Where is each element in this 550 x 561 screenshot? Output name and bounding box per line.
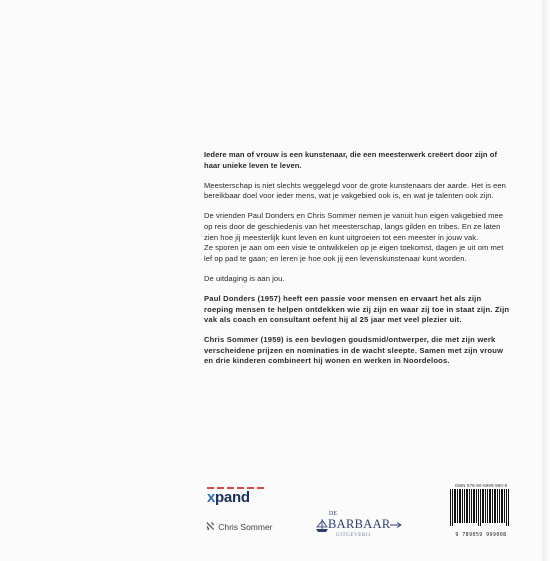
isbn-label: ISBN 978-90-5999-990-8 <box>454 483 508 488</box>
author-bio-donders: Paul Donders (1957) heeft een passie voor mensen en ervaart het als zijn roeping mensen te helpen ontdekken wie zij zijn en waar zij toe in staat zijn. Zijn vak als coach en consultant oefent hij al 25 jaar met veel plezier uit. <box>204 293 510 325</box>
xpand-logo-rest: pand <box>215 489 250 506</box>
isbn-barcode <box>447 483 515 537</box>
author-bio-sommer: Chris Sommer (1959) is een bevlogen goudsmid/ontwerper, die met zijn werk verscheidene prijzen en nominaties in de wacht sleepte. Samen met zijn vrouw en drie kinderen combineert hij wonen en werken in Noordeloos. <box>204 335 504 366</box>
barbaar-de: DE <box>329 511 337 517</box>
blurb <box>204 150 510 377</box>
barbaar-subtitle: UITGEVERIJ <box>336 533 371 538</box>
sommer-name: Chris Sommer <box>218 522 273 532</box>
blurb-paragraph: De vrienden Paul Donders en Chris Sommer nemen je vanuit hun eigen vakgebied mee op reis door de geschiedenis van het meesterschap, langs gilden en tribes. En ze laten zien hoe jij meesterlijk kunt leven en kunt uitgroeien tot een meester in jouw vak. <box>204 211 504 242</box>
barcode-icon <box>447 488 515 526</box>
sommer-mark-icon: ℵ <box>206 520 215 533</box>
barcode-digits: 9 789059 999008 <box>455 532 507 538</box>
xpand-logo <box>207 487 287 509</box>
blurb-paragraph: Meesterschap is niet slechts weggelegd voor de grote kunstenaars der aarde. Het is een bereikbaar doel voor ieder mens, wat je vakgebied ook is, en wat je talenten ook zijn. <box>204 180 506 201</box>
blurb-paragraph: De uitdaging is aan jou. <box>204 273 285 283</box>
ship-icon <box>316 519 328 533</box>
arrow-icon <box>390 522 402 528</box>
blurb-paragraph: Ze sporen je aan om een visie te ontwikkelen op je eigen toekomst, dagen je uit om met lef op pad te gaan; en leren je hoe ook jij een levenskunstenaar kunt worden. <box>204 243 504 263</box>
xpand-logo-x: x <box>207 489 216 506</box>
blurb-lead: Iedere man of vrouw is een kunstenaar, die een meesterwerk creëert door zijn of haar unieke leven te leven. <box>204 150 498 170</box>
chris-sommer-logo <box>206 519 273 535</box>
cover-edge <box>542 0 550 561</box>
barbaar-logo <box>316 511 406 543</box>
barbaar-name: BARBAAR <box>328 517 391 531</box>
